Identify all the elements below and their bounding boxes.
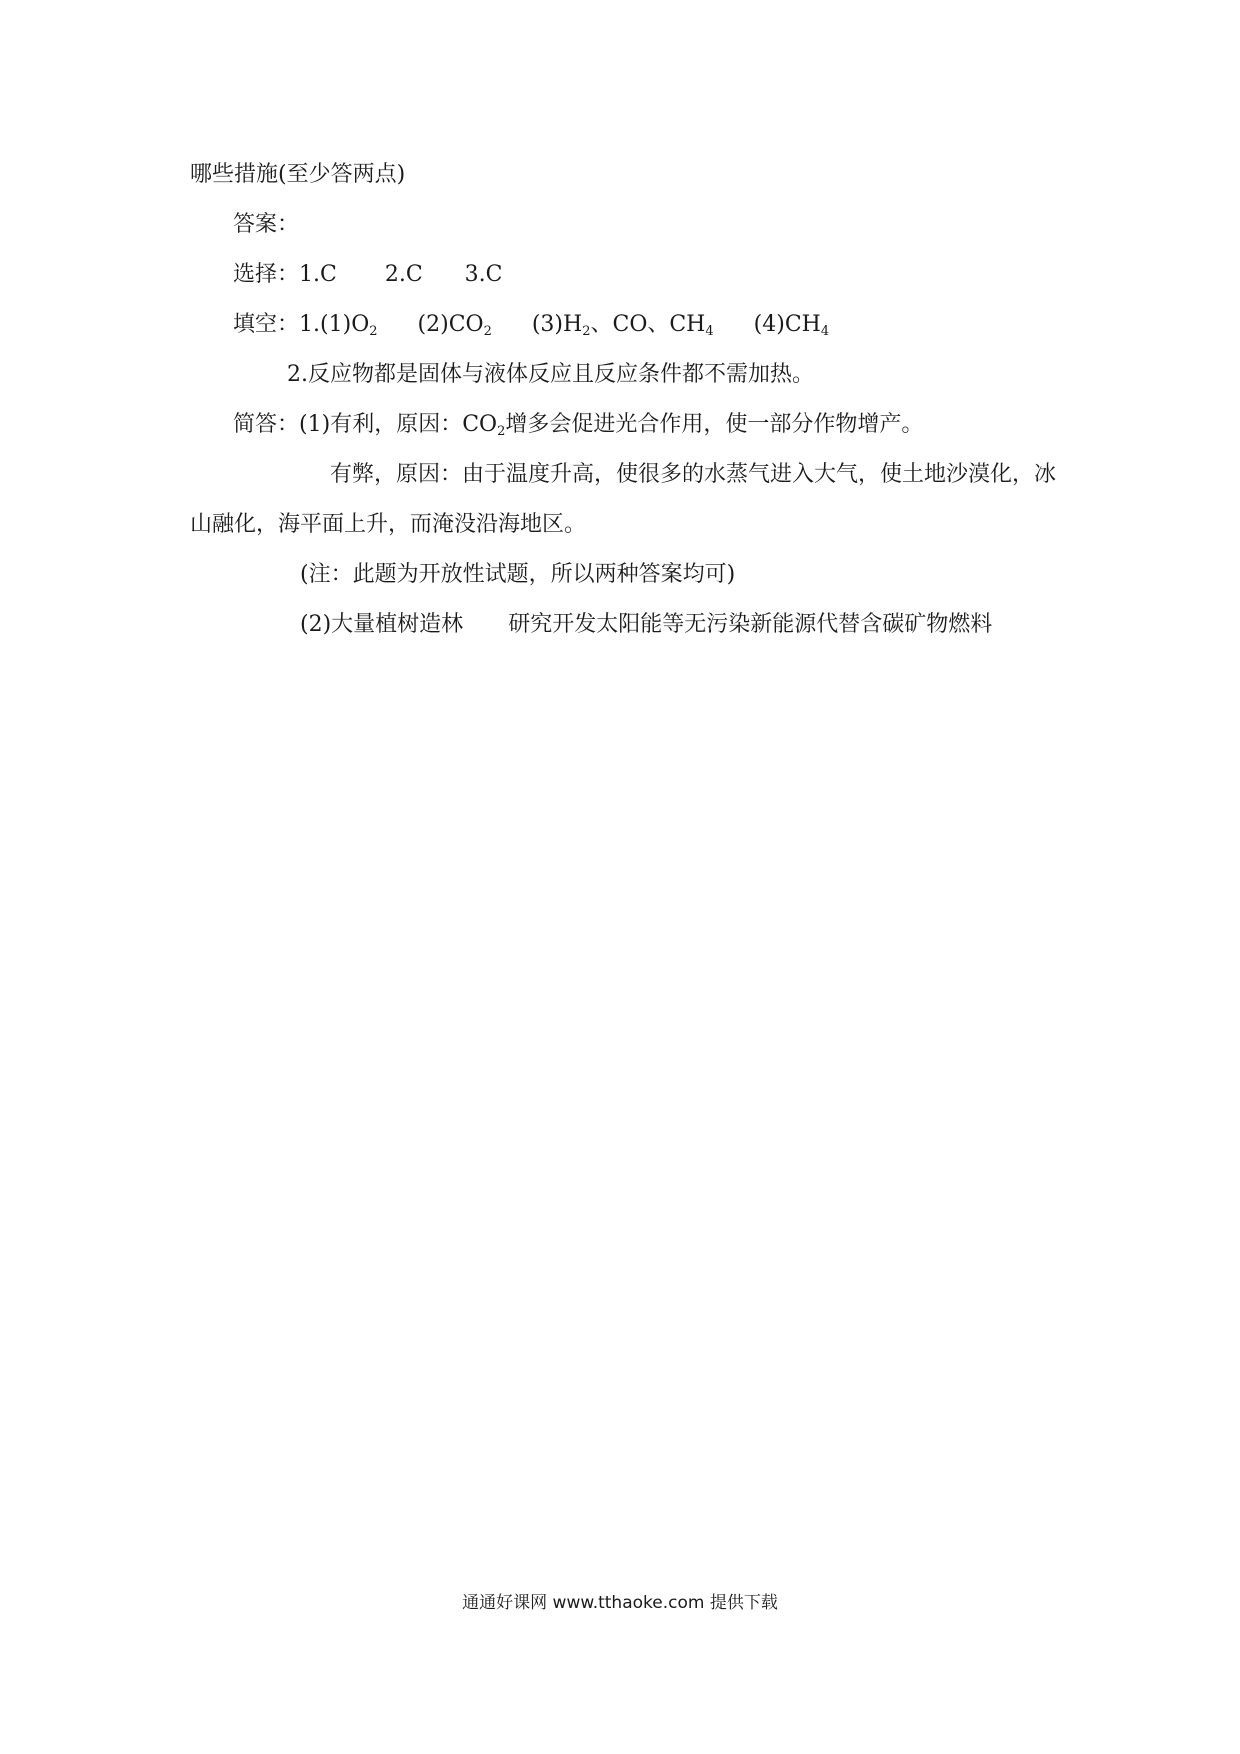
short-answer-3: (2)大量植树造林 研究开发太阳能等无污染新能源代替含碳矿物燃料	[300, 612, 993, 637]
fill-item: $(3)H_2$、CO、$CH_4$	[531, 312, 714, 339]
fill-item: $(2)CO_2$	[417, 312, 492, 339]
fill-item: $(4)CH_4$	[753, 312, 830, 339]
answer-heading: 答案：	[233, 212, 300, 237]
fill-q1-prefix: 1.	[299, 312, 321, 337]
fill-label: 填空：	[233, 312, 300, 337]
choice-label: 选择：	[233, 262, 300, 287]
short-answer-2-line2: 山融化，海平面上升，而淹没沿海地区。	[190, 512, 587, 537]
choice-item: 2.C	[384, 262, 423, 287]
question-tail: 哪些措施(至少答两点)	[190, 162, 406, 187]
choice-item: 1.C	[299, 262, 337, 287]
fill-answers	[233, 310, 829, 340]
choice-answers	[233, 260, 503, 290]
choice-item: 3.C	[464, 262, 503, 287]
short-answer-1: 简答：(1)有利，原因：$CO_2$增多会促进光合作用，使一部分作物增产。	[233, 412, 924, 439]
fill-item: $(1)O_2$	[320, 312, 378, 339]
page-footer: 通通好课网 www.tthaoke.com 提供下载	[462, 1593, 778, 1613]
short-answer-2-line1: 有弊，原因：由于温度升高，使很多的水蒸气进入大气，使土地沙漠化，冰	[330, 462, 1057, 487]
short-label: 简答：	[233, 412, 300, 437]
fill-q2: 2.反应物都是固体与液体反应且反应条件都不需加热。	[287, 362, 814, 387]
short-note: (注：此题为开放性试题，所以两种答案均可)	[300, 562, 736, 587]
